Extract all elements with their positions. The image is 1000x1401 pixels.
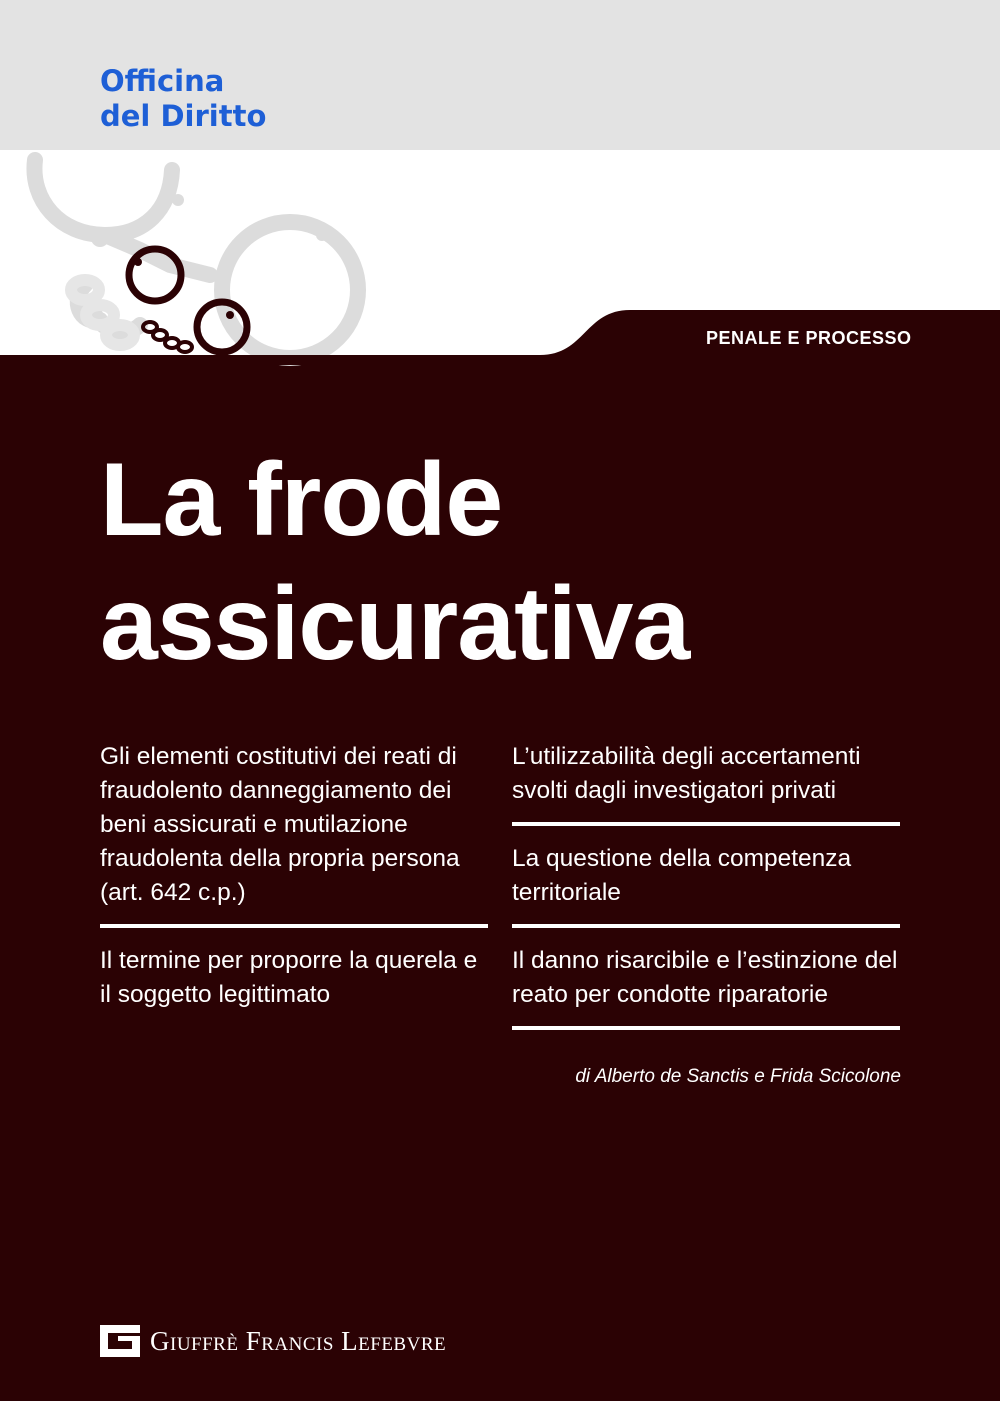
title-line-1: La frode xyxy=(100,442,503,558)
topics-right-column xyxy=(512,740,900,1046)
publisher xyxy=(100,1323,446,1359)
topic-item: La questione della competenza territoriale xyxy=(512,842,900,928)
book-title xyxy=(100,438,689,686)
topic-item: L’utilizzabilità degli accertamenti svolti dagli investigatori privati xyxy=(512,740,900,826)
series-name xyxy=(100,64,266,134)
authors: di Alberto de Sanctis e Frida Scicolone xyxy=(575,1066,901,1087)
topic-item: Il termine per proporre la querela e il soggetto legittimato xyxy=(100,947,478,1008)
series-line-1: Officina xyxy=(100,64,225,98)
topic-item: Gli elementi costitutivi dei reati di fraudolento danneggiamento dei beni assicurati e mutilazione fraudolenta della propria persona (art. 642 c.p.) xyxy=(100,740,488,928)
topics-left-column xyxy=(100,740,488,1042)
topic-item: Il danno risarcibile e l’estinzione del reato per condotte riparatorie xyxy=(512,944,900,1030)
series-line-2: del Diritto xyxy=(100,99,267,133)
title-line-2: assicurativa xyxy=(100,566,690,682)
category-label: PENALE E PROCESSO xyxy=(706,328,912,348)
gfl-logo-icon xyxy=(100,1325,140,1357)
publisher-name: Giuffrè Francis Lefebvre xyxy=(150,1325,447,1356)
